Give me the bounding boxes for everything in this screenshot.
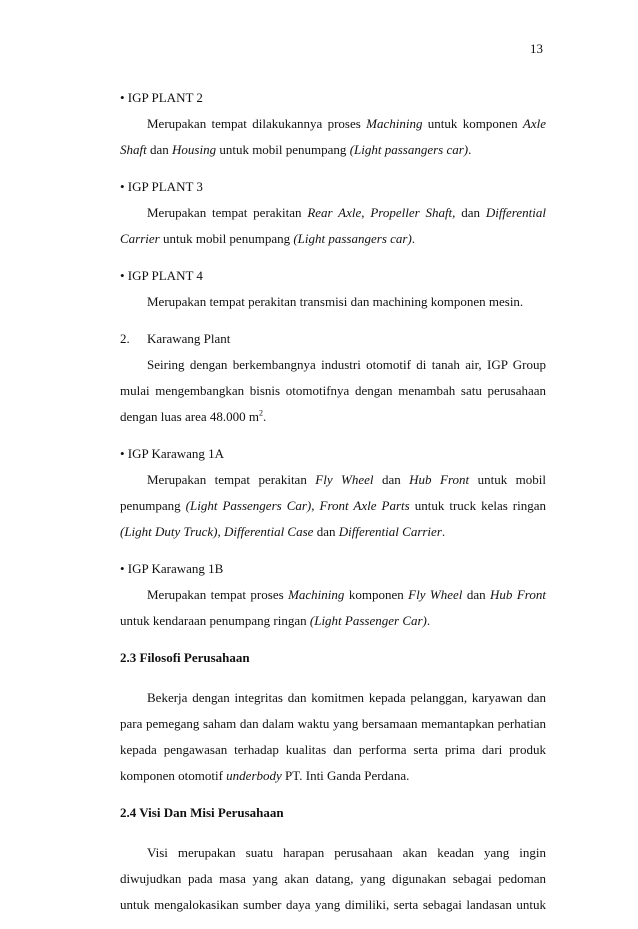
text-run: dan <box>146 142 173 157</box>
sec24-section <box>120 800 546 918</box>
italic-run: Housing <box>172 142 217 157</box>
italic-run: underbody <box>226 768 282 783</box>
text-run: Seiring dengan berkembangnya industri otomotif di tanah air, IGP Group mulai mengembangkan bisnis otomotifnya dengan menambah satu perusahaan dengan luas area 48.000 m <box>120 357 546 424</box>
text-run: , <box>217 524 224 539</box>
text-run: untuk mobil penumpang <box>216 142 350 157</box>
plant2-paragraph <box>120 111 546 163</box>
text-run: dan <box>455 205 486 220</box>
sec24-paragraph: Visi merupakan suatu harapan perusahaan akan keadan yang ingin diwujudkan pada masa yang akan datang, yang digunakan sebagai pedoman untuk mengalokasikan sumber daya yang dimiliki, serta sebagai landasan untuk <box>120 845 546 912</box>
text-run: komponen <box>344 587 409 602</box>
karawang-title-line <box>120 326 546 352</box>
plant3-paragraph <box>120 200 546 252</box>
plant2-title: • IGP PLANT 2 <box>120 90 203 105</box>
plant3-section <box>120 174 546 252</box>
italic-run: (Light passangers car) <box>349 142 469 157</box>
superscript: 2 <box>258 408 263 418</box>
k1b-section <box>120 556 546 634</box>
italic-run: (Light passangers car) <box>293 231 412 246</box>
italic-run: Differential Carrier <box>120 205 546 246</box>
italic-run: Hub Front <box>490 587 546 602</box>
italic-run: Front Axle Parts <box>319 498 410 513</box>
text-run: PT. Inti Ganda Perdana. <box>281 768 410 783</box>
sec23-paragraph <box>120 685 546 789</box>
italic-run: (Light Passengers Car) <box>185 498 312 513</box>
text-run: Bekerja dengan integritas dan komitmen kepada pelanggan, karyawan dan para pemegang saham dan dalam waktu yang bersamaan memantapkan perhatian kepada pengawasan terhadap kualitas dan performa serta prima dari produk komponen otomotif <box>120 690 546 783</box>
page-number: 13 <box>530 41 543 56</box>
k1a-section <box>120 441 546 545</box>
text-run: Merupakan tempat dilakukannya proses <box>147 116 367 131</box>
text-run: . <box>426 613 431 628</box>
text-run: . <box>262 409 267 424</box>
italic-run: Hub Front <box>409 472 470 487</box>
k1b-paragraph <box>120 582 546 634</box>
karawang-title: Karawang Plant <box>147 331 231 346</box>
text-run: Merupakan tempat proses <box>147 587 289 602</box>
text-run: untuk mobil penumpang <box>120 472 546 513</box>
sec23-heading: 2.3 Filosofi Perusahaan <box>120 650 250 665</box>
italic-run: Rear Axle <box>307 205 362 220</box>
k1a-title: • IGP Karawang 1A <box>120 446 225 461</box>
text-run: Merupakan tempat perakitan <box>147 472 316 487</box>
italic-run: Propeller Shaft, <box>370 205 456 220</box>
text-run: untuk komponen <box>422 116 523 131</box>
text-run: . <box>441 524 446 539</box>
text-run: dan <box>373 472 410 487</box>
karawang-number: 2. <box>120 331 130 346</box>
italic-run: (Light Passenger Car) <box>309 613 427 628</box>
plant4-section <box>120 263 546 315</box>
karawang-section <box>120 326 546 430</box>
plant3-title: • IGP PLANT 3 <box>120 179 203 194</box>
k1b-title: • IGP Karawang 1B <box>120 561 224 576</box>
sec24-heading: 2.4 Visi Dan Misi Perusahaan <box>120 805 284 820</box>
text-run: dan <box>313 524 339 539</box>
italic-run: Machining <box>366 116 423 131</box>
text-run: dan <box>462 587 491 602</box>
italic-run: Machining <box>288 587 345 602</box>
italic-run: Axle Shaft <box>120 116 547 157</box>
text-run: untuk truck kelas ringan <box>409 498 547 513</box>
plant4-title: • IGP PLANT 4 <box>120 268 203 283</box>
k1a-paragraph <box>120 467 546 545</box>
text-run: untuk kendaraan penumpang ringan <box>120 613 310 628</box>
text-run: . <box>468 142 472 157</box>
page-content <box>120 85 546 929</box>
text-run: , <box>311 498 320 513</box>
italic-run: Differential Case <box>224 524 314 539</box>
text-run: untuk mobil penumpang <box>159 231 294 246</box>
text-run: . <box>411 231 416 246</box>
text-run: , <box>361 205 371 220</box>
text-run: Merupakan tempat perakitan <box>147 205 308 220</box>
italic-run: Fly Wheel <box>408 587 463 602</box>
sec23-section <box>120 645 546 789</box>
italic-run: (Light Duty Truck) <box>120 524 218 539</box>
plant2-section <box>120 85 546 163</box>
karawang-paragraph <box>120 352 546 430</box>
plant4-paragraph: Merupakan tempat perakitan transmisi dan machining komponen mesin. <box>147 294 524 309</box>
italic-run: Fly Wheel <box>315 472 374 487</box>
italic-run: Differential Carrier <box>338 524 442 539</box>
